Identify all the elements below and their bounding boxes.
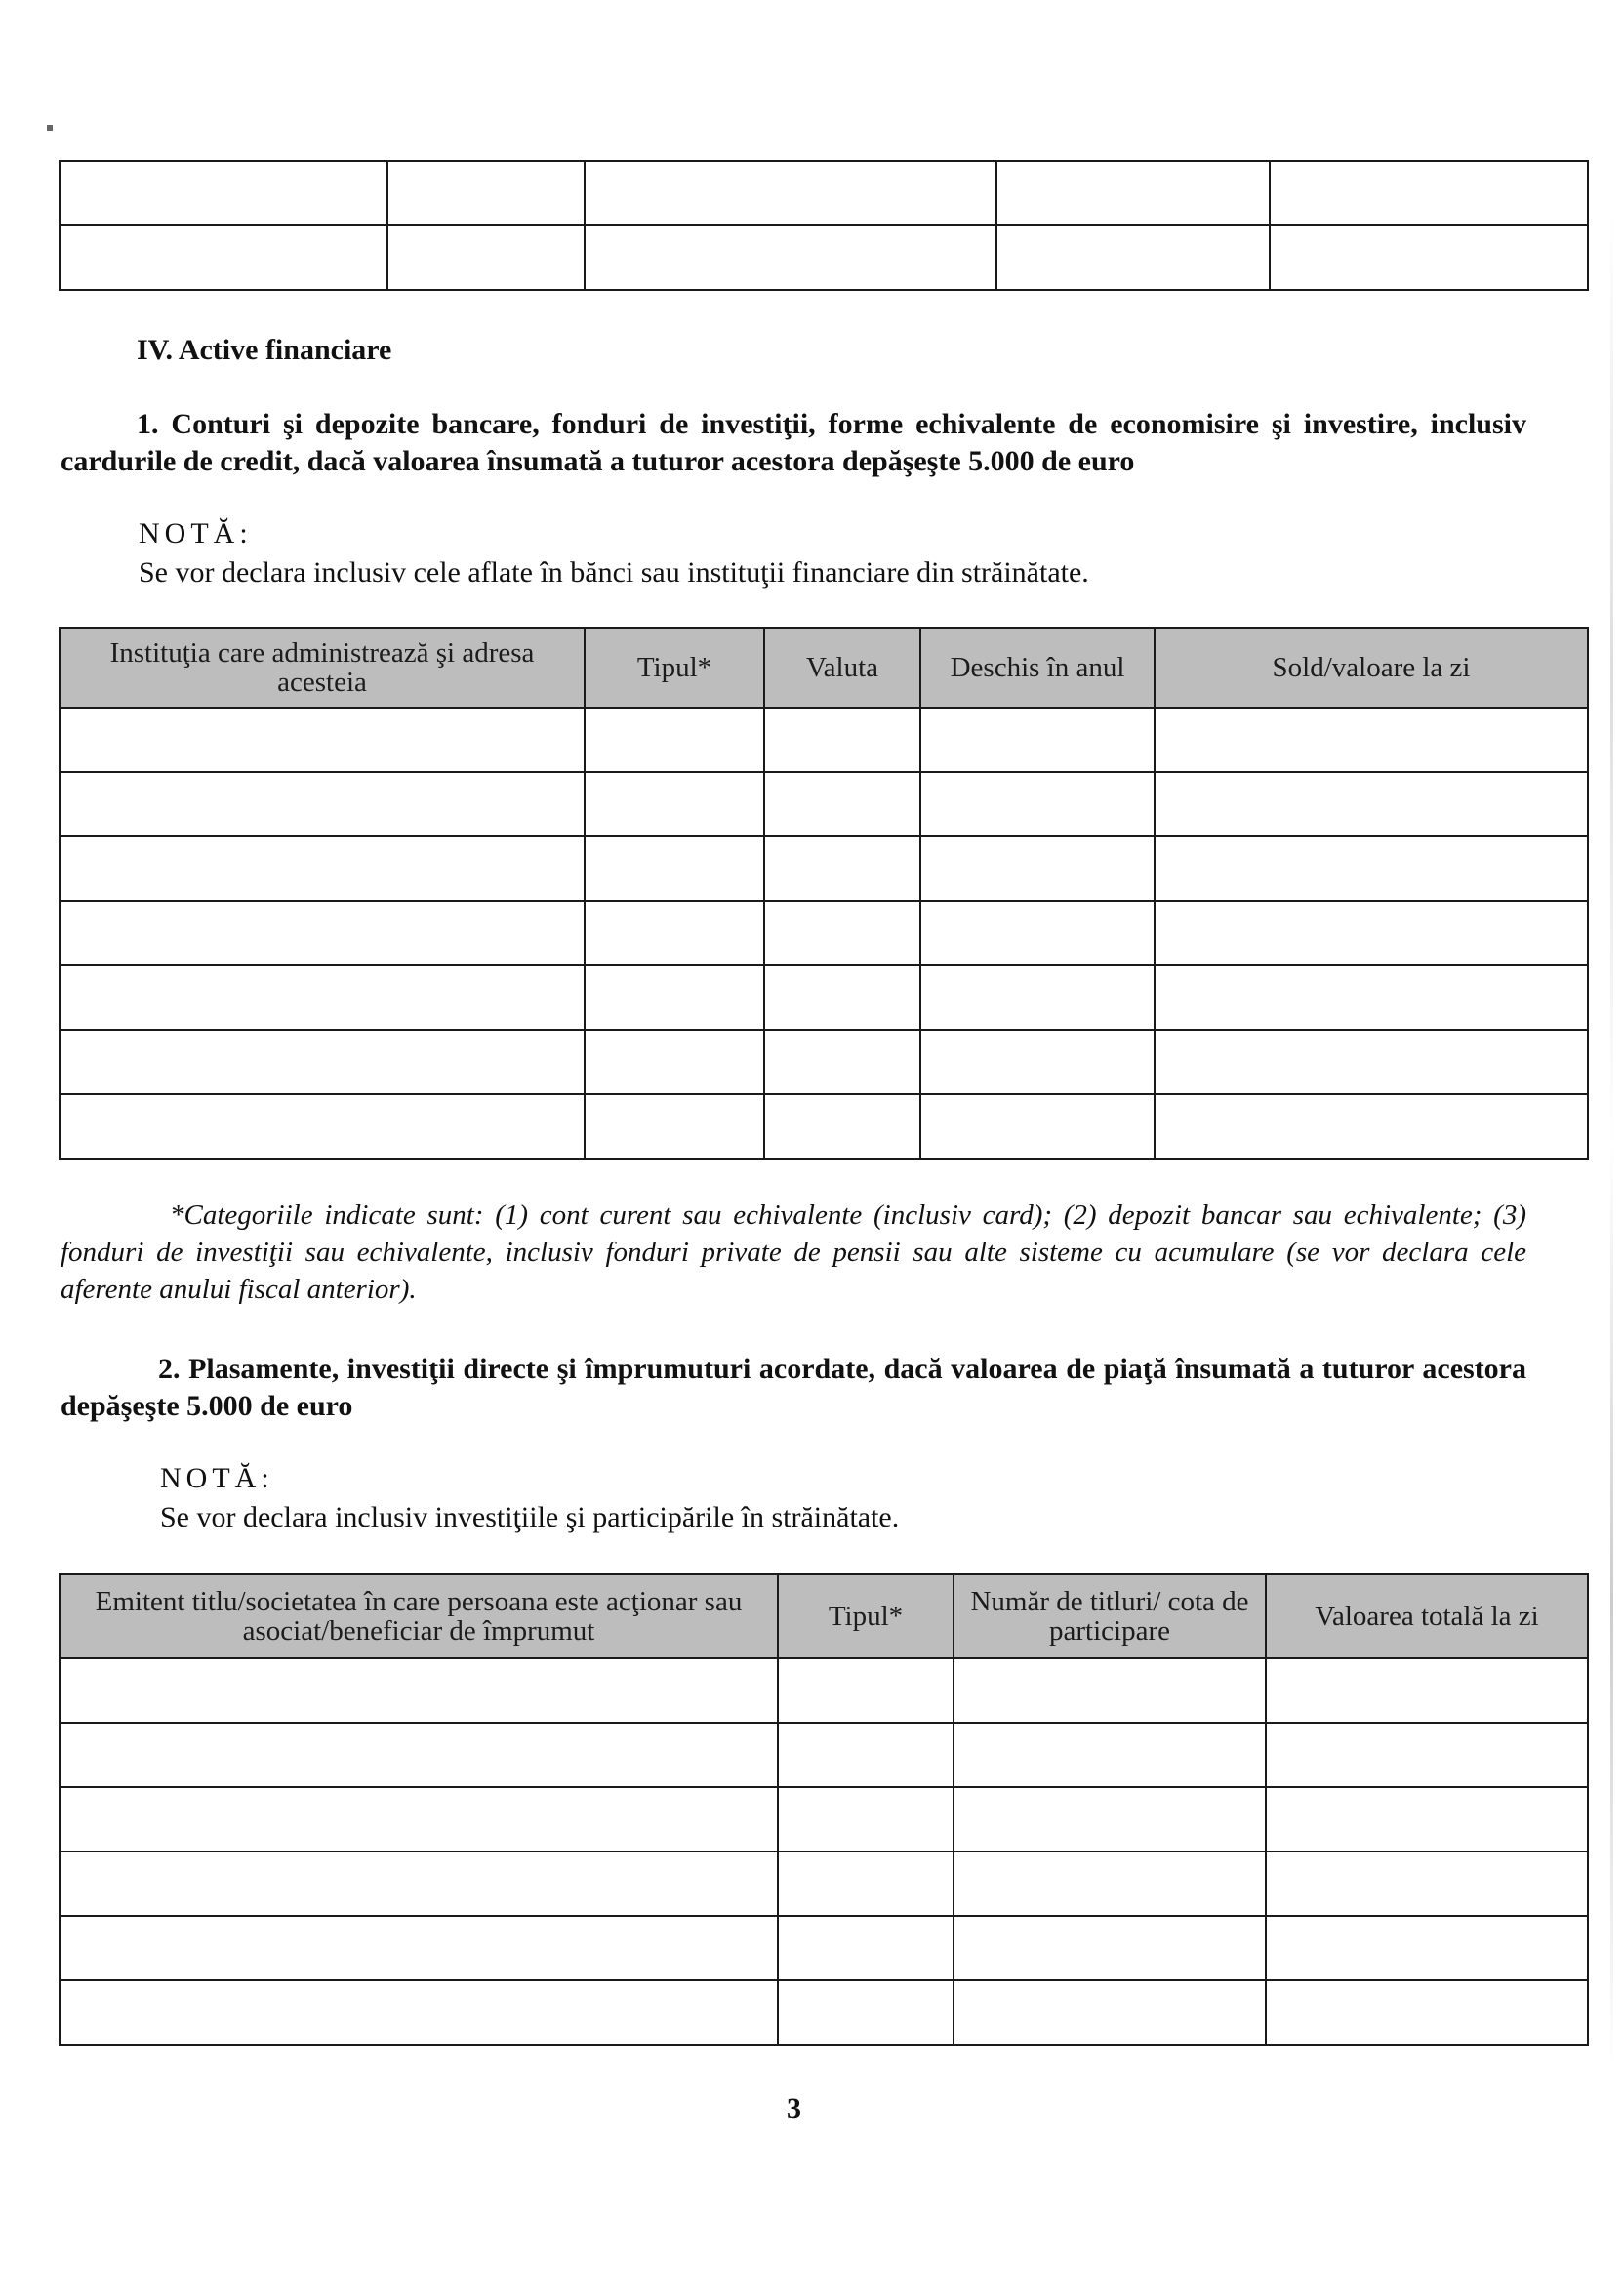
table-cell[interactable] [1270, 225, 1588, 290]
column-header-total-value: Valoarea totală la zi [1266, 1574, 1588, 1658]
column-header-balance: Sold/valoare la zi [1155, 628, 1588, 708]
table-row [60, 1094, 1588, 1159]
table-cell[interactable] [60, 1030, 585, 1094]
table-cell[interactable] [778, 1723, 954, 1787]
table-cell[interactable] [778, 1852, 954, 1916]
table-cell[interactable] [60, 1723, 778, 1787]
table-row [60, 1916, 1588, 1980]
table-cell[interactable] [996, 225, 1270, 290]
table-row [60, 1030, 1588, 1094]
table-cell[interactable] [1155, 708, 1588, 772]
table-cell[interactable] [954, 1916, 1266, 1980]
table-cell[interactable] [778, 1658, 954, 1723]
table-cell[interactable] [60, 772, 585, 836]
table-cell[interactable] [764, 965, 920, 1030]
table-row [60, 772, 1588, 836]
table-cell[interactable] [920, 965, 1155, 1030]
table-cell[interactable] [778, 1916, 954, 1980]
table-row [60, 1658, 1588, 1723]
part2-nota-label: NOTĂ: [160, 1462, 274, 1494]
table-cell[interactable] [585, 1094, 764, 1159]
page-number: 3 [787, 2093, 801, 2125]
table-row [60, 1787, 1588, 1852]
table-cell[interactable] [60, 1980, 778, 2045]
table-row [60, 1723, 1588, 1787]
table-cell[interactable] [764, 1094, 920, 1159]
table-cell[interactable] [585, 708, 764, 772]
table-cell[interactable] [60, 1658, 778, 1723]
table-row [60, 708, 1588, 772]
table-cell[interactable] [1266, 1980, 1588, 2045]
table-cell[interactable] [585, 901, 764, 965]
column-header-type: Tipul* [778, 1574, 954, 1658]
column-header-currency: Valuta [764, 628, 920, 708]
table-cell[interactable] [60, 836, 585, 901]
table-cell[interactable] [778, 1980, 954, 2045]
table-cell[interactable] [1266, 1658, 1588, 1723]
table-cell[interactable] [920, 708, 1155, 772]
table-cell[interactable] [1155, 772, 1588, 836]
table-cell[interactable] [920, 1094, 1155, 1159]
table-cell[interactable] [954, 1980, 1266, 2045]
table-cell[interactable] [60, 708, 585, 772]
table-cell[interactable] [920, 772, 1155, 836]
table-cell[interactable] [60, 901, 585, 965]
section-title: IV. Active financiare [137, 334, 392, 366]
table-cell[interactable] [996, 161, 1270, 225]
column-header-issuer: Emitent titlu/societatea în care persoana este acţionar sau asociat/beneficiar de împrumut [60, 1574, 778, 1658]
table-cell[interactable] [585, 161, 996, 225]
table-cell[interactable] [764, 836, 920, 901]
column-header-opened-year: Deschis în anul [920, 628, 1155, 708]
part1-heading: 1. Conturi şi depozite bancare, fonduri de investiţii, forme echivalente de economisire şi investire, inclusiv cardurile de credit, dacă valoarea însumată a tuturor acestora depăşeşte 5.000 de euro [61, 408, 1526, 477]
table-cell[interactable] [778, 1787, 954, 1852]
table-cell[interactable] [60, 1787, 778, 1852]
table-cell[interactable] [954, 1852, 1266, 1916]
table-cell[interactable] [60, 1852, 778, 1916]
part2-nota-text: Se vor declara inclusiv investiţiile şi participările în străinătate. [160, 1501, 900, 1533]
scan-edge-mark [1610, 215, 1613, 2069]
table-cell[interactable] [1270, 161, 1588, 225]
table-cell[interactable] [585, 836, 764, 901]
table-cell[interactable] [1266, 1916, 1588, 1980]
table-cell[interactable] [1155, 901, 1588, 965]
table-cell[interactable] [764, 901, 920, 965]
table-cell[interactable] [954, 1723, 1266, 1787]
table-cell[interactable] [60, 1094, 585, 1159]
table-cell[interactable] [764, 708, 920, 772]
table-cell[interactable] [1155, 1030, 1588, 1094]
bank-accounts-table [59, 627, 1589, 1160]
table-cell[interactable] [387, 225, 585, 290]
table-cell[interactable] [954, 1787, 1266, 1852]
table-row [60, 1852, 1588, 1916]
table-cell[interactable] [764, 1030, 920, 1094]
table-row [60, 1980, 1588, 2045]
table-cell[interactable] [60, 1916, 778, 1980]
column-header-shares-count: Număr de titluri/ cota de participare [954, 1574, 1266, 1658]
part1-nota-text: Se vor declara inclusiv cele aflate în bănci sau instituţii financiare din străinătate. [139, 556, 1089, 589]
table-cell[interactable] [954, 1658, 1266, 1723]
table-row [60, 901, 1588, 965]
table-cell[interactable] [920, 836, 1155, 901]
table-cell[interactable] [585, 772, 764, 836]
table-cell[interactable] [764, 772, 920, 836]
table-cell[interactable] [1266, 1852, 1588, 1916]
table-cell[interactable] [920, 901, 1155, 965]
column-header-institution: Instituţia care administrează şi adresa acesteia [60, 628, 585, 708]
column-header-type: Tipul* [585, 628, 764, 708]
table-cell[interactable] [585, 225, 996, 290]
table-cell[interactable] [387, 161, 585, 225]
part2-heading: 2. Plasamente, investiţii directe şi împrumuturi acordate, dacă valoarea de piaţă însumată a tuturor acestora depăşeşte 5.000 de euro [61, 1353, 1526, 1422]
table-cell[interactable] [585, 1030, 764, 1094]
table-cell[interactable] [60, 965, 585, 1030]
table-cell[interactable] [585, 965, 764, 1030]
table-cell[interactable] [1155, 1094, 1588, 1159]
table-cell[interactable] [1155, 836, 1588, 901]
part1-nota-label: NOTĂ: [139, 517, 253, 550]
table-row [60, 965, 1588, 1030]
continuation-table [59, 160, 1589, 291]
types-footnote: *Categoriile indicate sunt: (1) cont curent sau echivalente (inclusiv card); (2) depozit bancar sau echivalente; (3) fonduri de investiţii sau echivalente, inclusiv fonduri private de pensii sau alte sisteme cu acumulare (se vor declara cele aferente anului fiscal anterior). [61, 1200, 1526, 1305]
table-row [60, 836, 1588, 901]
investments-table [59, 1573, 1589, 2046]
table-cell[interactable] [1266, 1723, 1588, 1787]
scan-speck [47, 125, 53, 131]
table-cell[interactable] [1155, 965, 1588, 1030]
table-cell[interactable] [60, 225, 387, 290]
table-cell[interactable] [1266, 1787, 1588, 1852]
table-cell[interactable] [60, 161, 387, 225]
table-cell[interactable] [920, 1030, 1155, 1094]
